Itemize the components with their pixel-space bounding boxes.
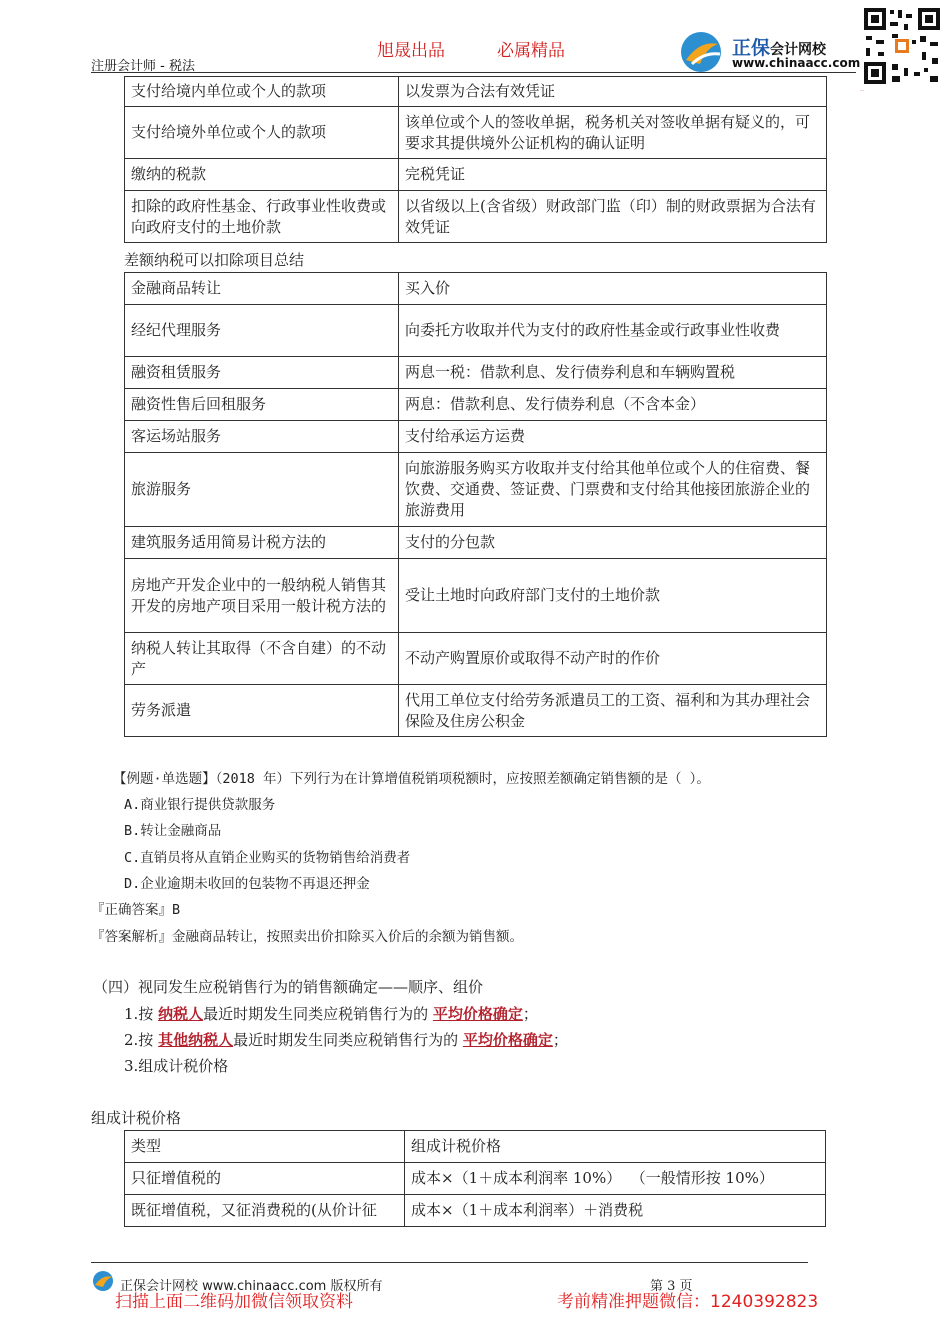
compose-table-caption: 组成计税价格 [91, 1109, 182, 1127]
section-item-3: 3.组成计税价格 [124, 1057, 229, 1075]
qr-code-icon [862, 6, 942, 86]
table-row [125, 1195, 826, 1227]
table-cell: 以发票为合法有效凭证 [399, 77, 827, 107]
table-row [125, 389, 827, 421]
table-cell: 两息：借款利息、发行债券利息（不含本金） [399, 389, 827, 421]
table-row [125, 685, 827, 737]
table-row [125, 107, 827, 159]
table-cell: 劳务派遣 [125, 685, 399, 737]
table-row [125, 527, 827, 559]
table-row [125, 159, 827, 191]
table-cell: 既征增值税，又征消费税的(从价计征 [125, 1195, 405, 1227]
footer-promo-right: 考前精准押题微信：1240392823 [557, 1292, 819, 1312]
header-divider [91, 72, 856, 73]
section-item-1 [124, 1003, 538, 1024]
item-text: 最近时期发生同类应税销售行为的 [233, 1031, 463, 1049]
table-row [125, 453, 827, 527]
table-cell: 缴纳的税款 [125, 159, 399, 191]
table-row [125, 1163, 826, 1195]
table-cell: 向委托方收取并代为支付的政府性基金或行政事业性收费 [399, 305, 827, 357]
example-question: 【例题·单选题】（2018 年）下列行为在计算增值税销项税额时，应按照差额确定销售额的是（ ）。 [113, 771, 710, 787]
item-emphasis: 平均价格确定 [462, 1031, 553, 1049]
table-row [125, 273, 827, 305]
table-cell: 该单位或个人的签收单据，税务机关对签收单据有疑义的，可要求其提供境外公证机构的确认证明 [399, 107, 827, 159]
table-row [125, 191, 827, 243]
brand-logo-icon [678, 30, 728, 74]
table-row [125, 77, 827, 107]
table-cell: 两息一税：借款利息、发行债券利息和车辆购置税 [399, 357, 827, 389]
item-text: 2.按 [124, 1031, 159, 1049]
table-cell: 完税凭证 [399, 159, 827, 191]
brand-url: www.chinaacc.com [732, 56, 861, 70]
table-header-row [125, 1131, 826, 1163]
table-cell: 扣除的政府性基金、行政事业性收费或向政府支付的土地价款 [125, 191, 399, 243]
footer-promo-left: 扫描上面二维码加微信领取资料 [115, 1292, 353, 1312]
section-title: （四）视同发生应税销售行为的销售额确定——顺序、组价 [93, 978, 484, 996]
table-cell: 支付给境外单位或个人的款项 [125, 107, 399, 159]
table-cell: 经纪代理服务 [125, 305, 399, 357]
example-option-a: A.商业银行提供贷款服务 [124, 797, 276, 813]
item-text: ； [552, 1031, 568, 1049]
table-cell: 金融商品转让 [125, 273, 399, 305]
example-option-c: C.直销员将从直销企业购买的货物销售给消费者 [124, 850, 411, 866]
table-header-cell: 组成计税价格 [405, 1131, 826, 1163]
table-cell: 不动产购置原价或取得不动产时的作价 [399, 633, 827, 685]
footer-copyright: 正保会计网校 www.chinaacc.com 版权所有 [120, 1279, 383, 1294]
footer-logo-icon [92, 1270, 116, 1292]
invoice-table [124, 76, 827, 243]
section-item-2 [124, 1029, 568, 1050]
example-analysis: 『答案解析』金融商品转让，按照卖出价扣除买入价后的余额为销售额。 [91, 929, 523, 945]
table-row [125, 421, 827, 453]
table-cell: 代用工单位支付给劳务派遣员工的工资、福利和为其办理社会保险及住房公积金 [399, 685, 827, 737]
table-cell: 受让土地时向政府部门支付的土地价款 [399, 559, 827, 633]
table-row [125, 305, 827, 357]
example-option-b: B.转让金融商品 [124, 823, 222, 839]
example-answer: 『正确答案』B [91, 902, 181, 918]
table-cell: 成本×（1＋成本利润率 10%） （一般情形按 10%） [405, 1163, 826, 1195]
table-cell: 向旅游服务购买方收取并支付给其他单位或个人的住宿费、餐饮费、交通费、签证费、门票费和支付给其他接团旅游企业的旅游费用 [399, 453, 827, 527]
footer-divider [91, 1262, 808, 1263]
table-cell: 成本×（1＋成本利润率）＋消费税 [405, 1195, 826, 1227]
deduct-table [124, 272, 827, 737]
table-cell: 旅游服务 [125, 453, 399, 527]
item-text: 最近时期发生同类应税销售行为的 [203, 1005, 433, 1023]
table-cell: 支付的分包款 [399, 527, 827, 559]
table-cell: 买入价 [399, 273, 827, 305]
table-cell: 建筑服务适用简易计税方法的 [125, 527, 399, 559]
table-cell: 纳税人转让其取得（不含自建）的不动产 [125, 633, 399, 685]
slogan-left: 旭晟出品 [377, 41, 445, 61]
qr-note: ··· [860, 88, 864, 93]
doc-title: 注册会计师 - 税法 [91, 59, 195, 74]
table-row [125, 559, 827, 633]
compose-table [124, 1130, 826, 1227]
item-text: ； [522, 1005, 538, 1023]
table-cell: 房地产开发企业中的一般纳税人销售其开发的房地产项目采用一般计税方法的 [125, 559, 399, 633]
table-row [125, 357, 827, 389]
table-cell: 支付给境内单位或个人的款项 [125, 77, 399, 107]
table-cell: 支付给承运方运费 [399, 421, 827, 453]
item-emphasis: 其他纳税人 [158, 1031, 234, 1049]
table-row [125, 633, 827, 685]
table-cell: 只征增值税的 [125, 1163, 405, 1195]
table-cell: 融资性售后回租服务 [125, 389, 399, 421]
table-cell: 客运场站服务 [125, 421, 399, 453]
table-cell: 以省级以上(含省级）财政部门监（印）制的财政票据为合法有效凭证 [399, 191, 827, 243]
brand-name: 正保会计网校 [732, 37, 827, 59]
table-cell: 融资租赁服务 [125, 357, 399, 389]
deduct-table-caption: 差额纳税可以扣除项目总结 [124, 251, 305, 269]
item-emphasis: 平均价格确定 [432, 1005, 523, 1023]
item-emphasis: 纳税人 [158, 1005, 204, 1023]
page-number: 第 3 页 [650, 1279, 693, 1294]
table-header-cell: 类型 [125, 1131, 405, 1163]
slogan-right: 必属精品 [497, 41, 565, 61]
item-text: 1.按 [124, 1005, 159, 1023]
example-option-d: D.企业逾期未收回的包装物不再退还押金 [124, 876, 370, 892]
